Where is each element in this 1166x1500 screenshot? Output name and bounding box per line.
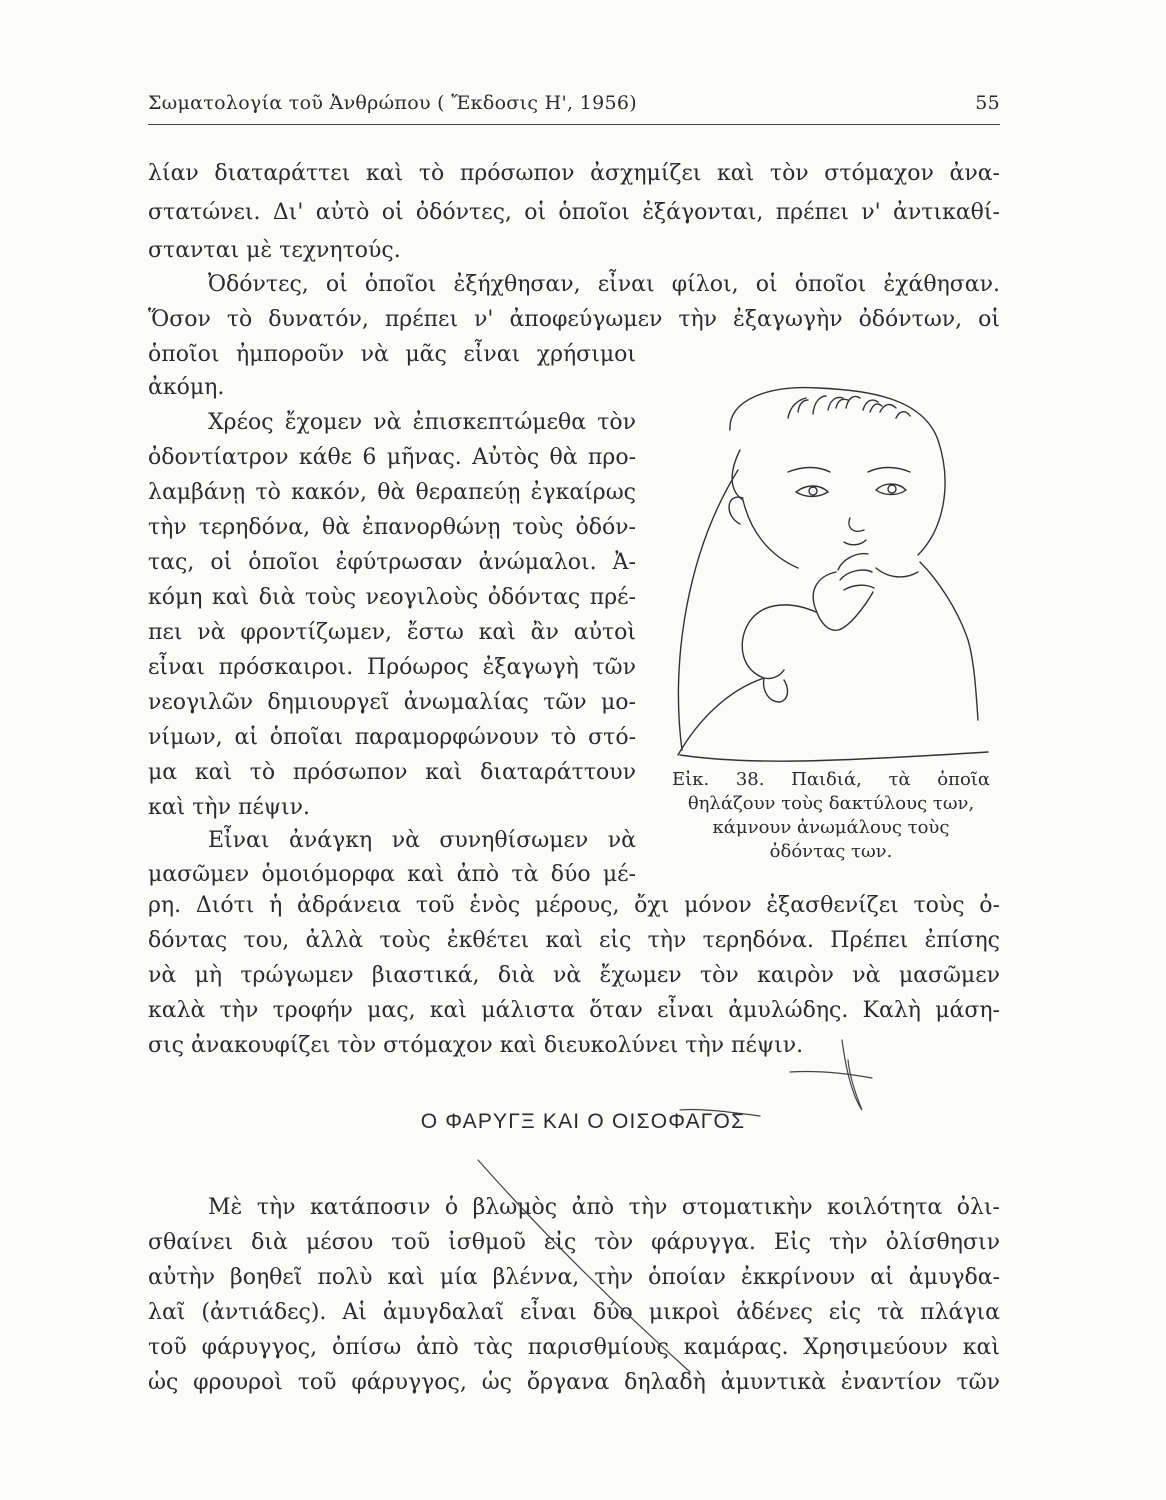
mouth [844, 540, 866, 545]
section-line: σθαίνει διὰ μέσου τοῦ ἰσθμοῦ εἰς τὸν φάρυγγα. Εἰς τὴν ὀλίσθησιν [148, 1230, 1000, 1255]
shirt-left [678, 678, 764, 755]
body-line: τας, οἱ ὁποῖοι ἐφύτρωσαν ἀνώμαλοι. Ἀ- [148, 550, 636, 575]
body-line: καλὰ τὴν τροφήν μας, καὶ μάλιστα ὅταν εἶναι ἀμυλώδης. Καλὴ μάση- [148, 998, 1000, 1023]
body-line: μα καὶ τὸ πρόσωπον καὶ διαταράττουν [148, 760, 636, 785]
body-line: δόντας του, ἀλλὰ τοὺς ἐκθέτει καὶ εἰς τὴν τερηδόνα. Πρέπει ἐπίσης [148, 928, 1000, 953]
body-line: νὰ μὴ τρώγωμεν βιαστικά, διὰ νὰ ἔχωμεν τὸν καιρὸν νὰ μασῶμεν [148, 963, 1000, 988]
right-pupil [888, 485, 896, 493]
section-line: αὐτὴν βοηθεῖ πολὺ καὶ μία βλέννα, τὴν ὁποίαν ἐκκρίνουν αἱ ἀμυγδα- [148, 1265, 1000, 1290]
body-line: νίμων, αἱ ὁποῖαι παραμορφώνουν τὸ στό- [148, 725, 636, 750]
header-rule [148, 124, 1000, 125]
sleeve [764, 678, 788, 702]
body-line: Χρέος ἔχομεν νὰ ἐπισκεπτώμεθα τὸν [208, 410, 636, 435]
body-line: εἶναι πρόσκαιροι. Πρόωρος ἐξαγωγὴ τῶν [148, 655, 636, 680]
body-line: ἀκόμη. [148, 375, 225, 400]
body-line: λαμβάνῃ τὸ κακόν, θὰ θεραπεύῃ ἐγκαίρως [148, 480, 636, 505]
child-drawing [668, 340, 998, 770]
face-left-contour [732, 450, 798, 568]
body-line: Εἶναι ἀνάγκη νὰ συνηθίσωμεν νὰ [208, 828, 636, 853]
section-heading: Ο ΦΑΡΥΓΞ ΚΑΙ Ο ΟΙΣΟΦΑΓΟΣ [420, 1110, 746, 1133]
section-line: λαῖ (ἀντιάδες). Αἱ ἀμυγδαλαῖ εἶναι δύο μικροὶ ἀδένες εἰς τὰ πλάγια [148, 1300, 1000, 1325]
page-number: 55 [975, 92, 1000, 114]
caption-line: ὀδόντας των. [769, 841, 893, 862]
body-line: καὶ τὴν πέψιν. [148, 795, 311, 820]
right-eyebrow [868, 468, 910, 473]
fingers [838, 554, 874, 590]
body-line: ὀδοντίατρον κάθε 6 μῆνας. Αὐτὸς θὰ προ- [148, 445, 636, 470]
pencil-stroke [790, 1071, 872, 1078]
hand [813, 572, 873, 630]
body-line: λίαν διαταράττει καὶ τὸ πρόσωπον ἀσχημίζει καὶ τὸν στόμαχον ἀνα- [148, 161, 1000, 186]
body-line: στατώνει. Δι' αὐτὸ οἱ ὀδόντες, οἱ ὁποῖοι ἐξάγονται, πρέπει ν' ἀντικαθί- [148, 200, 1000, 225]
left-pupil [809, 487, 817, 495]
figure-caption [672, 768, 990, 864]
running-title: Σωματολογία τοῦ Ἀνθρώπου ( Ἔκδοσις Η', 1956) [148, 92, 637, 114]
caption-line: κάμνουν ἀνωμάλους τοὺς [712, 817, 950, 838]
section-line: Μὲ τὴν κατάποσιν ὁ βλωμὸς ἀπὸ τὴν στοματικὴν κοιλότητα ὀλι- [208, 1195, 1000, 1220]
body-line: τὴν τερηδόνα, θὰ ἐπανορθώνῃ τοὺς ὀδόν- [148, 515, 636, 540]
body-line: Ὀδόντες, οἱ ὁποῖοι ἐξήχθησαν, εἶναι φίλοι, οἱ ὁποῖοι ἐχάθησαν. [208, 272, 1000, 297]
left-eyebrow [788, 468, 830, 473]
body-line: στανται μὲ τεχνητούς. [148, 238, 401, 263]
section-line: τοῦ φάρυγγος, ὀπίσω ἀπὸ τὰς παρισθμίους καμάρας. Χρησιμεύουν καὶ [148, 1335, 1000, 1360]
body-line: νεογιλῶν δημιουργεῖ ἀνωμαλίας τῶν μο- [148, 690, 636, 715]
body-line: πει νὰ φροντίζωμεν, ἔστω καὶ ἂν αὐτοὶ [148, 620, 636, 645]
caption-line: θηλάζουν τοὺς δακτύλους των, [687, 793, 975, 814]
body-line: σις ἀνακουφίζει τὸν στόμαχον καὶ διευκολύνει τὴν πέψιν. [148, 1033, 804, 1058]
head-outline [730, 388, 945, 555]
caption-line: Εἰκ. 38. Παιδιά, τὰ ὁποῖα [672, 769, 990, 790]
body-line: μασῶμεν ὁμοιόμορφα καὶ ἀπὸ τὰ δύο μέ- [148, 862, 636, 887]
body-line: ρη. Διότι ἡ ἀδράνεια τοῦ ἑνὸς μέρους, ὄχι μόνον ἐξασθενίζει τοὺς ὀ- [148, 893, 1000, 918]
body-line: Ὅσον τὸ δυνατόν, πρέπει ν' ἀποφεύγωμεν τὴν ἐξαγωγὴν ὀδόντων, οἱ [148, 307, 1000, 332]
frame-bottom [680, 752, 988, 761]
left-ear [729, 497, 743, 524]
shoulder-right [920, 562, 978, 720]
collar [876, 568, 918, 577]
body-line: κόμη καὶ διὰ τοὺς νεογιλοὺς ὀδόντας πρέ- [148, 585, 636, 610]
section-line: ὡς φρουροὶ τοῦ φάρυγγος, ὡς ὄργανα δηλαδὴ ἀμυντικὰ ἐναντίον τῶν [148, 1370, 1000, 1395]
nose [849, 518, 864, 531]
arm [742, 605, 816, 679]
body-line: ὁποῖοι ἠμποροῦν νὰ μᾶς εἶναι χρήσιμοι [148, 342, 636, 367]
